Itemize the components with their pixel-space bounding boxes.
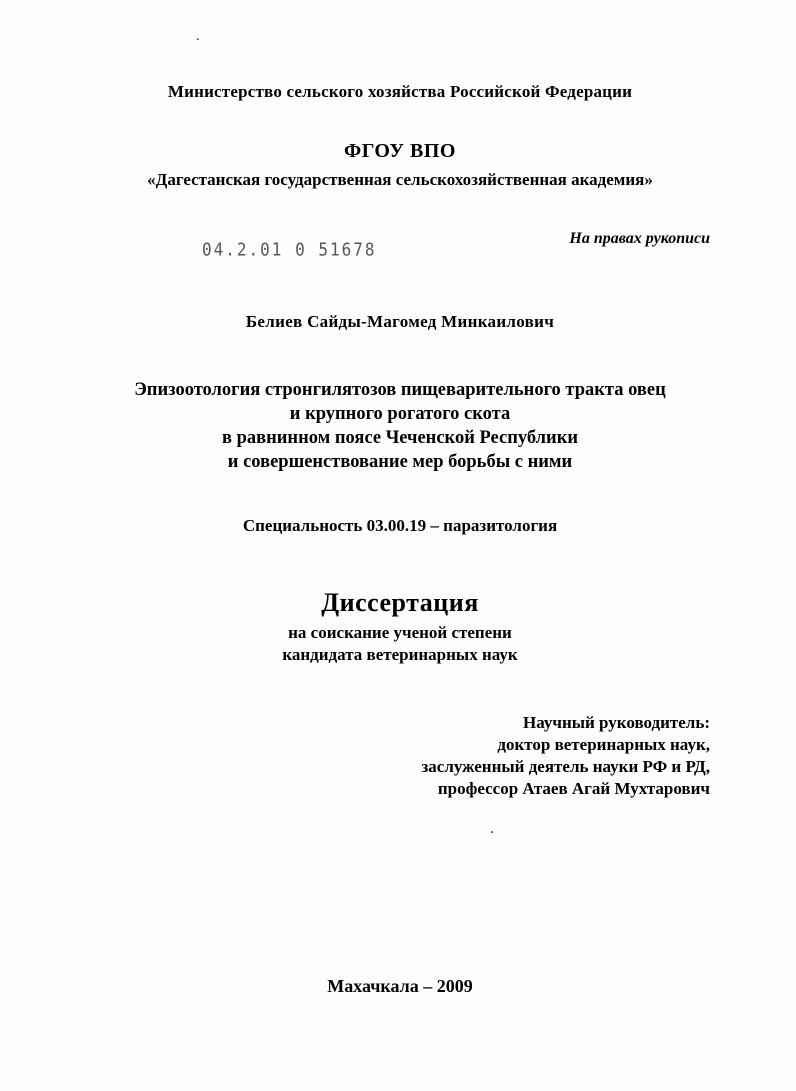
organization-name: «Дагестанская государственная сельскохозяйственная академия» bbox=[147, 170, 653, 189]
supervisor-line: профессор Атаев Агай Мухтарович bbox=[437, 779, 710, 798]
ministry-heading: Министерство сельского хозяйства Российской Федерации bbox=[167, 82, 633, 101]
dissertation-title bbox=[90, 378, 710, 474]
page-content bbox=[90, 0, 710, 1091]
organization-abbreviation: ФГОУ ВПО bbox=[344, 140, 456, 162]
supervisor-block bbox=[290, 712, 710, 800]
dissertation-title-line: и крупного рогатого скота bbox=[289, 404, 511, 424]
document-degree-line: на соискание ученой степени bbox=[288, 623, 512, 642]
supervisor-line: заслуженный деятель науки РФ и РД, bbox=[421, 757, 710, 776]
author-name: Белиев Сайды-Магомед Минкаилович bbox=[245, 312, 555, 331]
supervisor-line: Научный руководитель: bbox=[523, 713, 710, 732]
top-ink-mark: . bbox=[196, 28, 200, 44]
supervisor-line: доктор ветеринарных наук, bbox=[497, 735, 710, 754]
dissertation-title-line: в равнинном поясе Чеченской Республики bbox=[221, 428, 579, 448]
speciality-code: Специальность 03.00.19 – паразитология bbox=[242, 516, 558, 535]
city-and-year: Махачкала – 2009 bbox=[327, 976, 473, 996]
middle-ink-mark: . bbox=[490, 820, 494, 837]
document-degree-line: кандидата ветеринарных наук bbox=[282, 645, 518, 664]
dissertation-title-line: и совершенствование мер борьбы с ними bbox=[227, 452, 573, 472]
library-stamp-code: 04.2.01 0 51678 bbox=[202, 238, 377, 261]
dissertation-title-line: Эпизоотология стронгилятозов пищеварительного тракта овец bbox=[134, 380, 666, 400]
document-degree-note bbox=[90, 622, 710, 666]
manuscript-rights-note: На правах рукописи bbox=[569, 230, 710, 247]
document-type: Диссертация bbox=[321, 588, 479, 617]
